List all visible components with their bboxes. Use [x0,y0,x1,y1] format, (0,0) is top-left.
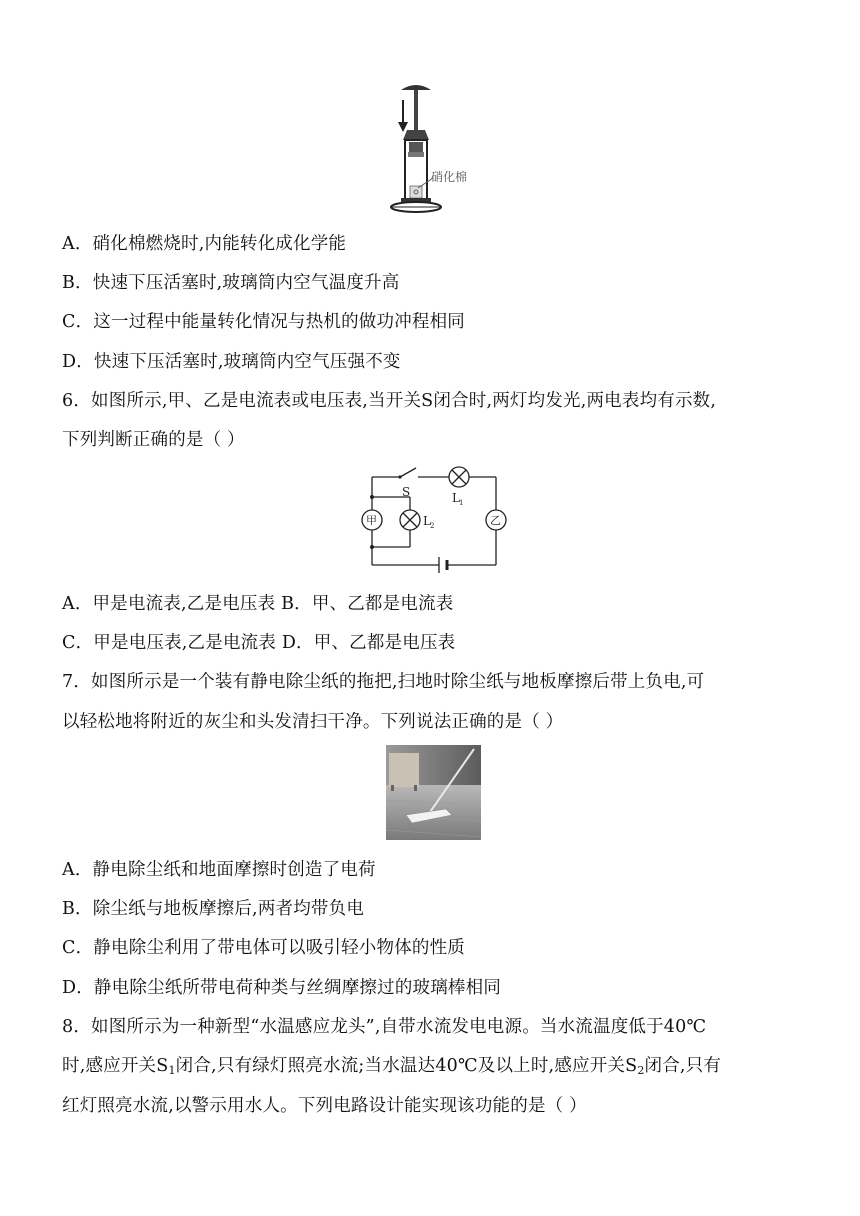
q7-option-c: C．静电除尘利用了带电体可以吸引轻小物体的性质 [62,938,465,958]
lamp-l1-sub: 1 [459,499,464,507]
q8-s1-subscript: 1 [168,1064,176,1077]
q8-s2-subscript: 2 [637,1064,645,1077]
q6-options-line-1: A．甲是电流表,乙是电压表 B．甲、乙都是电流表 [62,594,454,614]
lamp-l2-label: L [423,514,431,528]
q8-stem-line-2 [62,1052,721,1077]
q6-stem-line-1: 6．如图所示,甲、乙是电流表或电压表,当开关S闭合时,两灯均发光,两电表均有示数, [62,391,717,411]
piston-apparatus-figure [385,80,485,215]
q8-line2-part-c: 闭合,只有 [644,1056,722,1076]
meter-yi-label: 乙 [490,514,501,527]
q5-option-a: A．硝化棉燃烧时,内能转化成化学能 [62,234,347,254]
switch-label: S [402,485,411,499]
q6-stem-line-2: 下列判断正确的是（ ） [62,430,245,450]
mop-photo [386,745,481,840]
q5-option-d: D．快速下压活塞时,玻璃筒内空气压强不变 [62,352,401,372]
q5-option-b: B．快速下压活塞时,玻璃筒内空气温度升高 [62,273,400,293]
q6-options-line-2: C．甲是电压表,乙是电流表 D．甲、乙都是电压表 [62,633,456,653]
q6-circuit-diagram [350,460,520,575]
q7-option-b: B．除尘纸与地板摩擦后,两者均带负电 [62,899,365,919]
q8-stem-line-3: 红灯照亮水流,以警示用水人。下列电路设计能实现该功能的是（ ） [62,1096,587,1116]
q7-stem-line-2: 以轻松地将附近的灰尘和头发清扫干净。下列说法正确的是（ ） [62,712,564,732]
meter-jia-label: 甲 [366,514,377,527]
q8-line2-part-b: 闭合,只有绿灯照亮水流;当水温达40℃及以上时,感应开关S [175,1056,638,1076]
figure-label-nitrocotton: 硝化棉 [431,170,468,184]
q8-line2-part-a: 时,感应开关S [62,1056,169,1076]
lamp-l2-sub: 2 [430,522,435,530]
lamp-l1-label: L [452,491,460,505]
q8-stem-line-1: 8．如图所示为一种新型“水温感应龙头”,自带水流发电电源。当水流温度低于40℃ [62,1017,707,1037]
q5-option-c: C．这一过程中能量转化情况与热机的做功冲程相同 [62,312,465,332]
q7-option-a: A．静电除尘纸和地面摩擦时创造了电荷 [62,860,376,880]
q7-option-d: D．静电除尘纸所带电荷种类与丝绸摩擦过的玻璃棒相同 [62,978,502,998]
q7-stem-line-1: 7．如图所示是一个装有静电除尘纸的拖把,扫地时除尘纸与地板摩擦后带上负电,可 [62,672,705,692]
